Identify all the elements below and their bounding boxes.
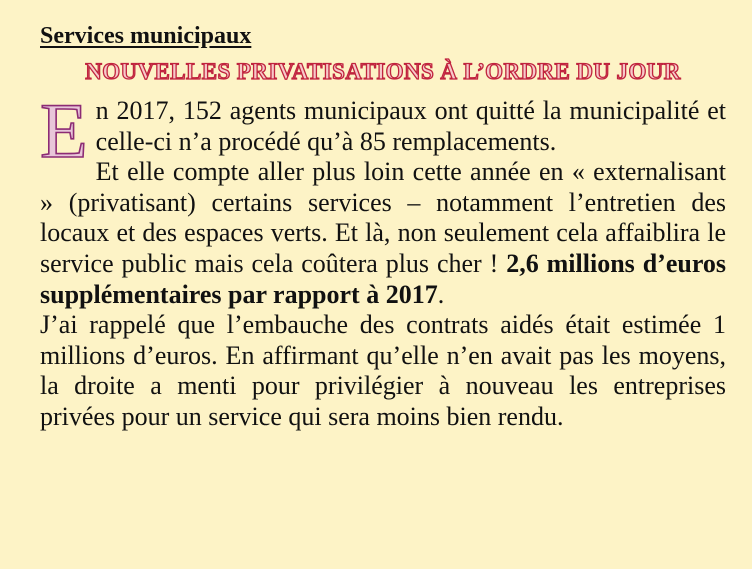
article-body — [40, 87, 727, 433]
paragraph-2-text: Et elle compte aller plus loin cette année en « externalisant » (privatisant) certains services – notamment l’entretien des locaux et des espaces verts. Et là, non seulement cela affaiblira le service public mais cela coûtera plus cher ! — [40, 157, 726, 278]
paragraph-1 — [40, 87, 726, 174]
article — [40, 22, 726, 433]
paragraph-2-end: . — [437, 279, 445, 309]
paragraph-2 — [40, 157, 726, 310]
paragraph-1-text: n 2017, 152 agents municipaux ont quitté la municipalité et celle-ci n’a procédé qu’à 85 remplacements. — [95, 96, 726, 156]
paragraph-3 — [40, 310, 726, 432]
section-title: Services municipaux — [40, 23, 252, 49]
headline: NOUVELLES PRIVATISATIONS À L’ORDRE DU JOUR — [85, 59, 681, 84]
drop-cap: E — [40, 87, 88, 174]
paragraph-3-text: J’ai rappelé que l’embauche des contrats aidés était estimée 1 millions d’euros. En affirmant qu’elle n’en avait pas les moyens, la droite a menti pour privilégier à nouveau les entreprises privées pour un service qui sera moins bien rendu. — [40, 310, 726, 431]
paragraph-2-emphasis: 2,6 millions d’euros supplémentaires par rapport à 2017 — [40, 248, 727, 309]
